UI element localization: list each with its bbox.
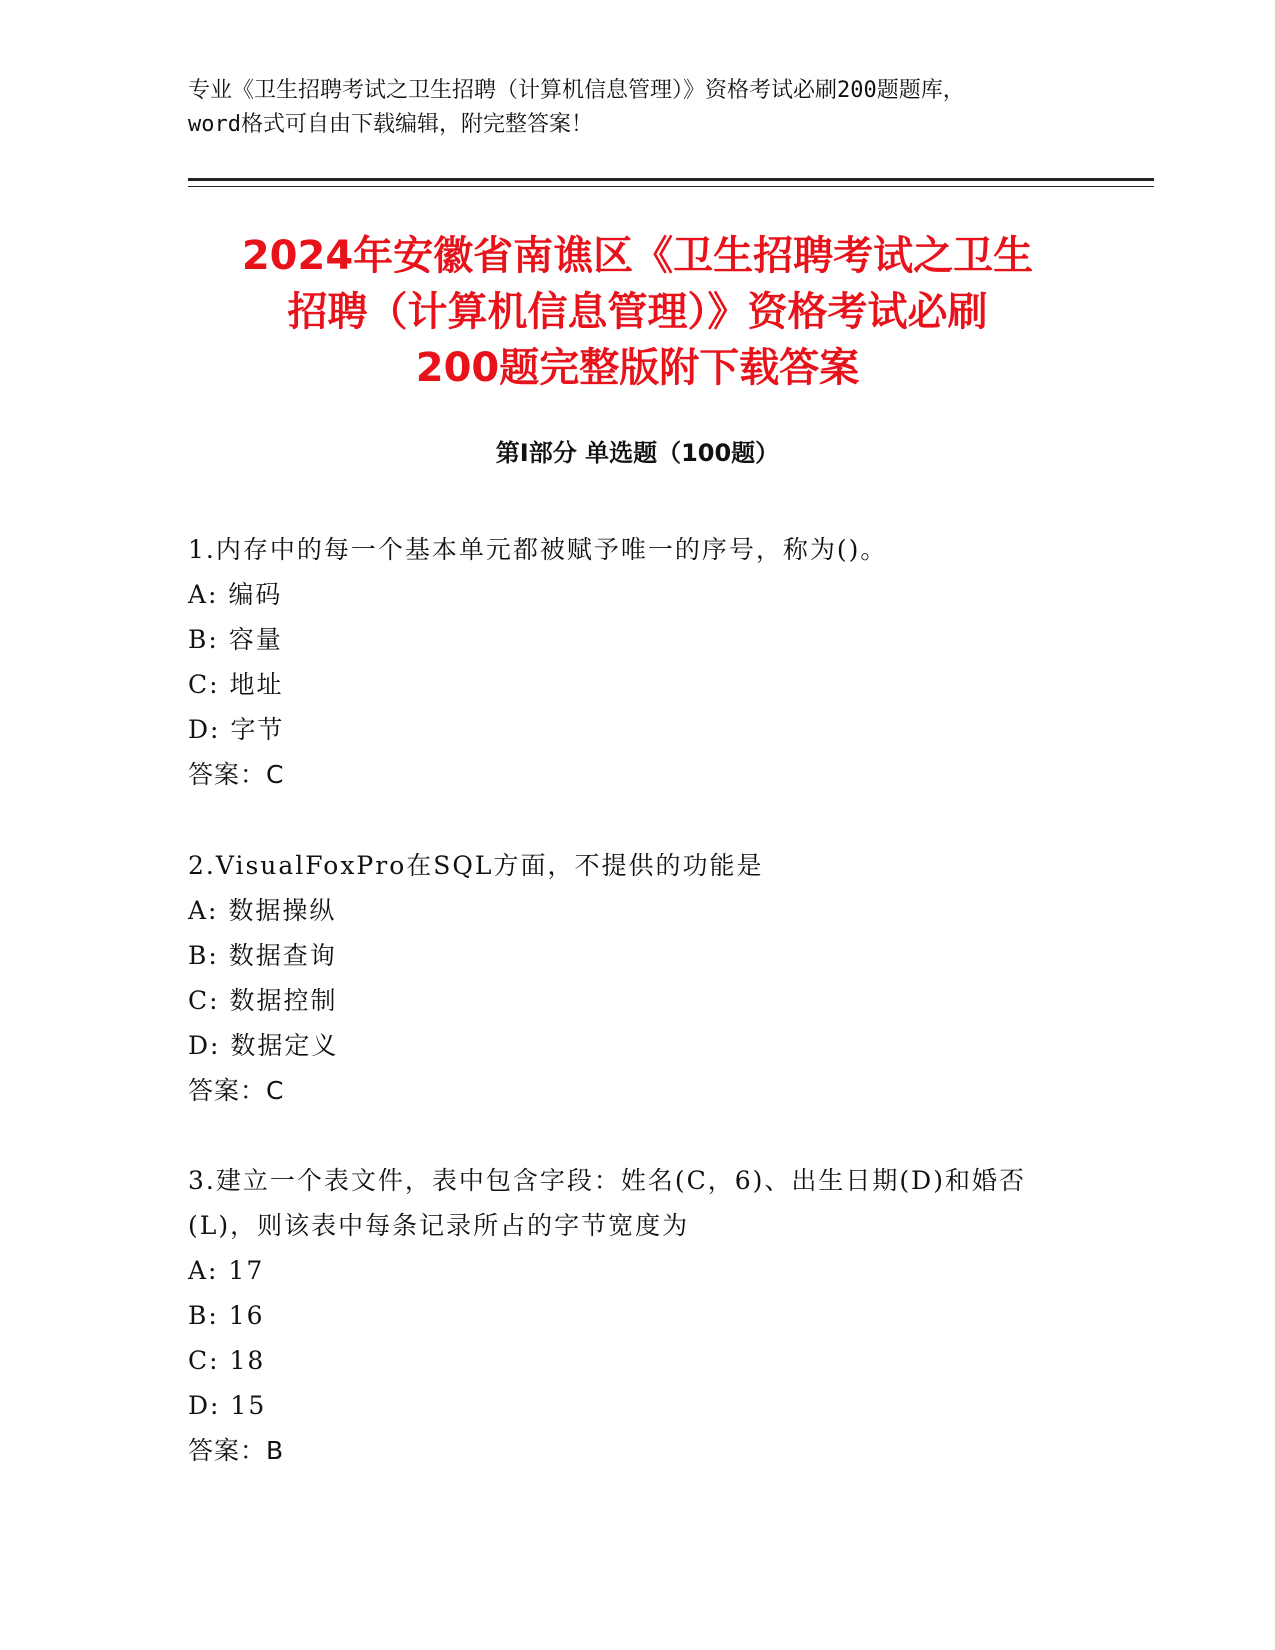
header-note xyxy=(188,74,1088,142)
answer: 答案：C xyxy=(188,1076,285,1105)
document-title-line-1: 2024年安徽省南谯区《卫生招聘考试之卫生 xyxy=(241,233,1034,279)
header-divider-thick xyxy=(188,178,1154,181)
question-1 xyxy=(188,527,1088,797)
option-c: C: 18 xyxy=(188,1346,266,1375)
option-b: B: 容量 xyxy=(188,625,283,654)
option-c: C: 地址 xyxy=(188,670,284,699)
header-note-line-1: 专业《卫生招聘考试之卫生招聘（计算机信息管理）》资格考试必刷200题题库， xyxy=(188,78,965,103)
answer: 答案：C xyxy=(188,760,285,789)
option-d: D: 15 xyxy=(188,1391,267,1420)
option-d: D: 字节 xyxy=(188,715,285,744)
option-c: C: 数据控制 xyxy=(188,986,338,1015)
question-stem: 2.VisualFoxPro在SQL方面，不提供的功能是 xyxy=(188,851,764,880)
option-b: B: 16 xyxy=(188,1301,265,1330)
option-a: A: 17 xyxy=(188,1256,265,1285)
question-stem: 1.内存中的每一个基本单元都被赋予唯一的序号，称为()。 xyxy=(188,535,888,564)
document-title-line-2: 招聘（计算机信息管理）》资格考试必刷 xyxy=(287,289,988,335)
question-2 xyxy=(188,843,1088,1113)
question-stem: 3.建立一个表文件，表中包含字段：姓名(C，6)、出生日期(D)和婚否(L)，则该表中每条记录所占的字节宽度为 xyxy=(188,1166,1026,1240)
document-title xyxy=(150,228,1125,396)
option-d: D: 数据定义 xyxy=(188,1031,339,1060)
option-a: A: 编码 xyxy=(188,580,283,609)
document-title-line-3: 200题完整版附下载答案 xyxy=(415,345,860,391)
header-divider-thin xyxy=(188,186,1154,187)
answer: 答案：B xyxy=(188,1436,285,1465)
header-note-line-2: word格式可自由下载编辑，附完整答案！ xyxy=(188,112,593,137)
option-b: B: 数据查询 xyxy=(188,941,337,970)
question-3 xyxy=(188,1158,1088,1473)
section-heading: 第Ⅰ部分 单选题（100题） xyxy=(495,439,780,467)
option-a: A: 数据操纵 xyxy=(188,896,337,925)
